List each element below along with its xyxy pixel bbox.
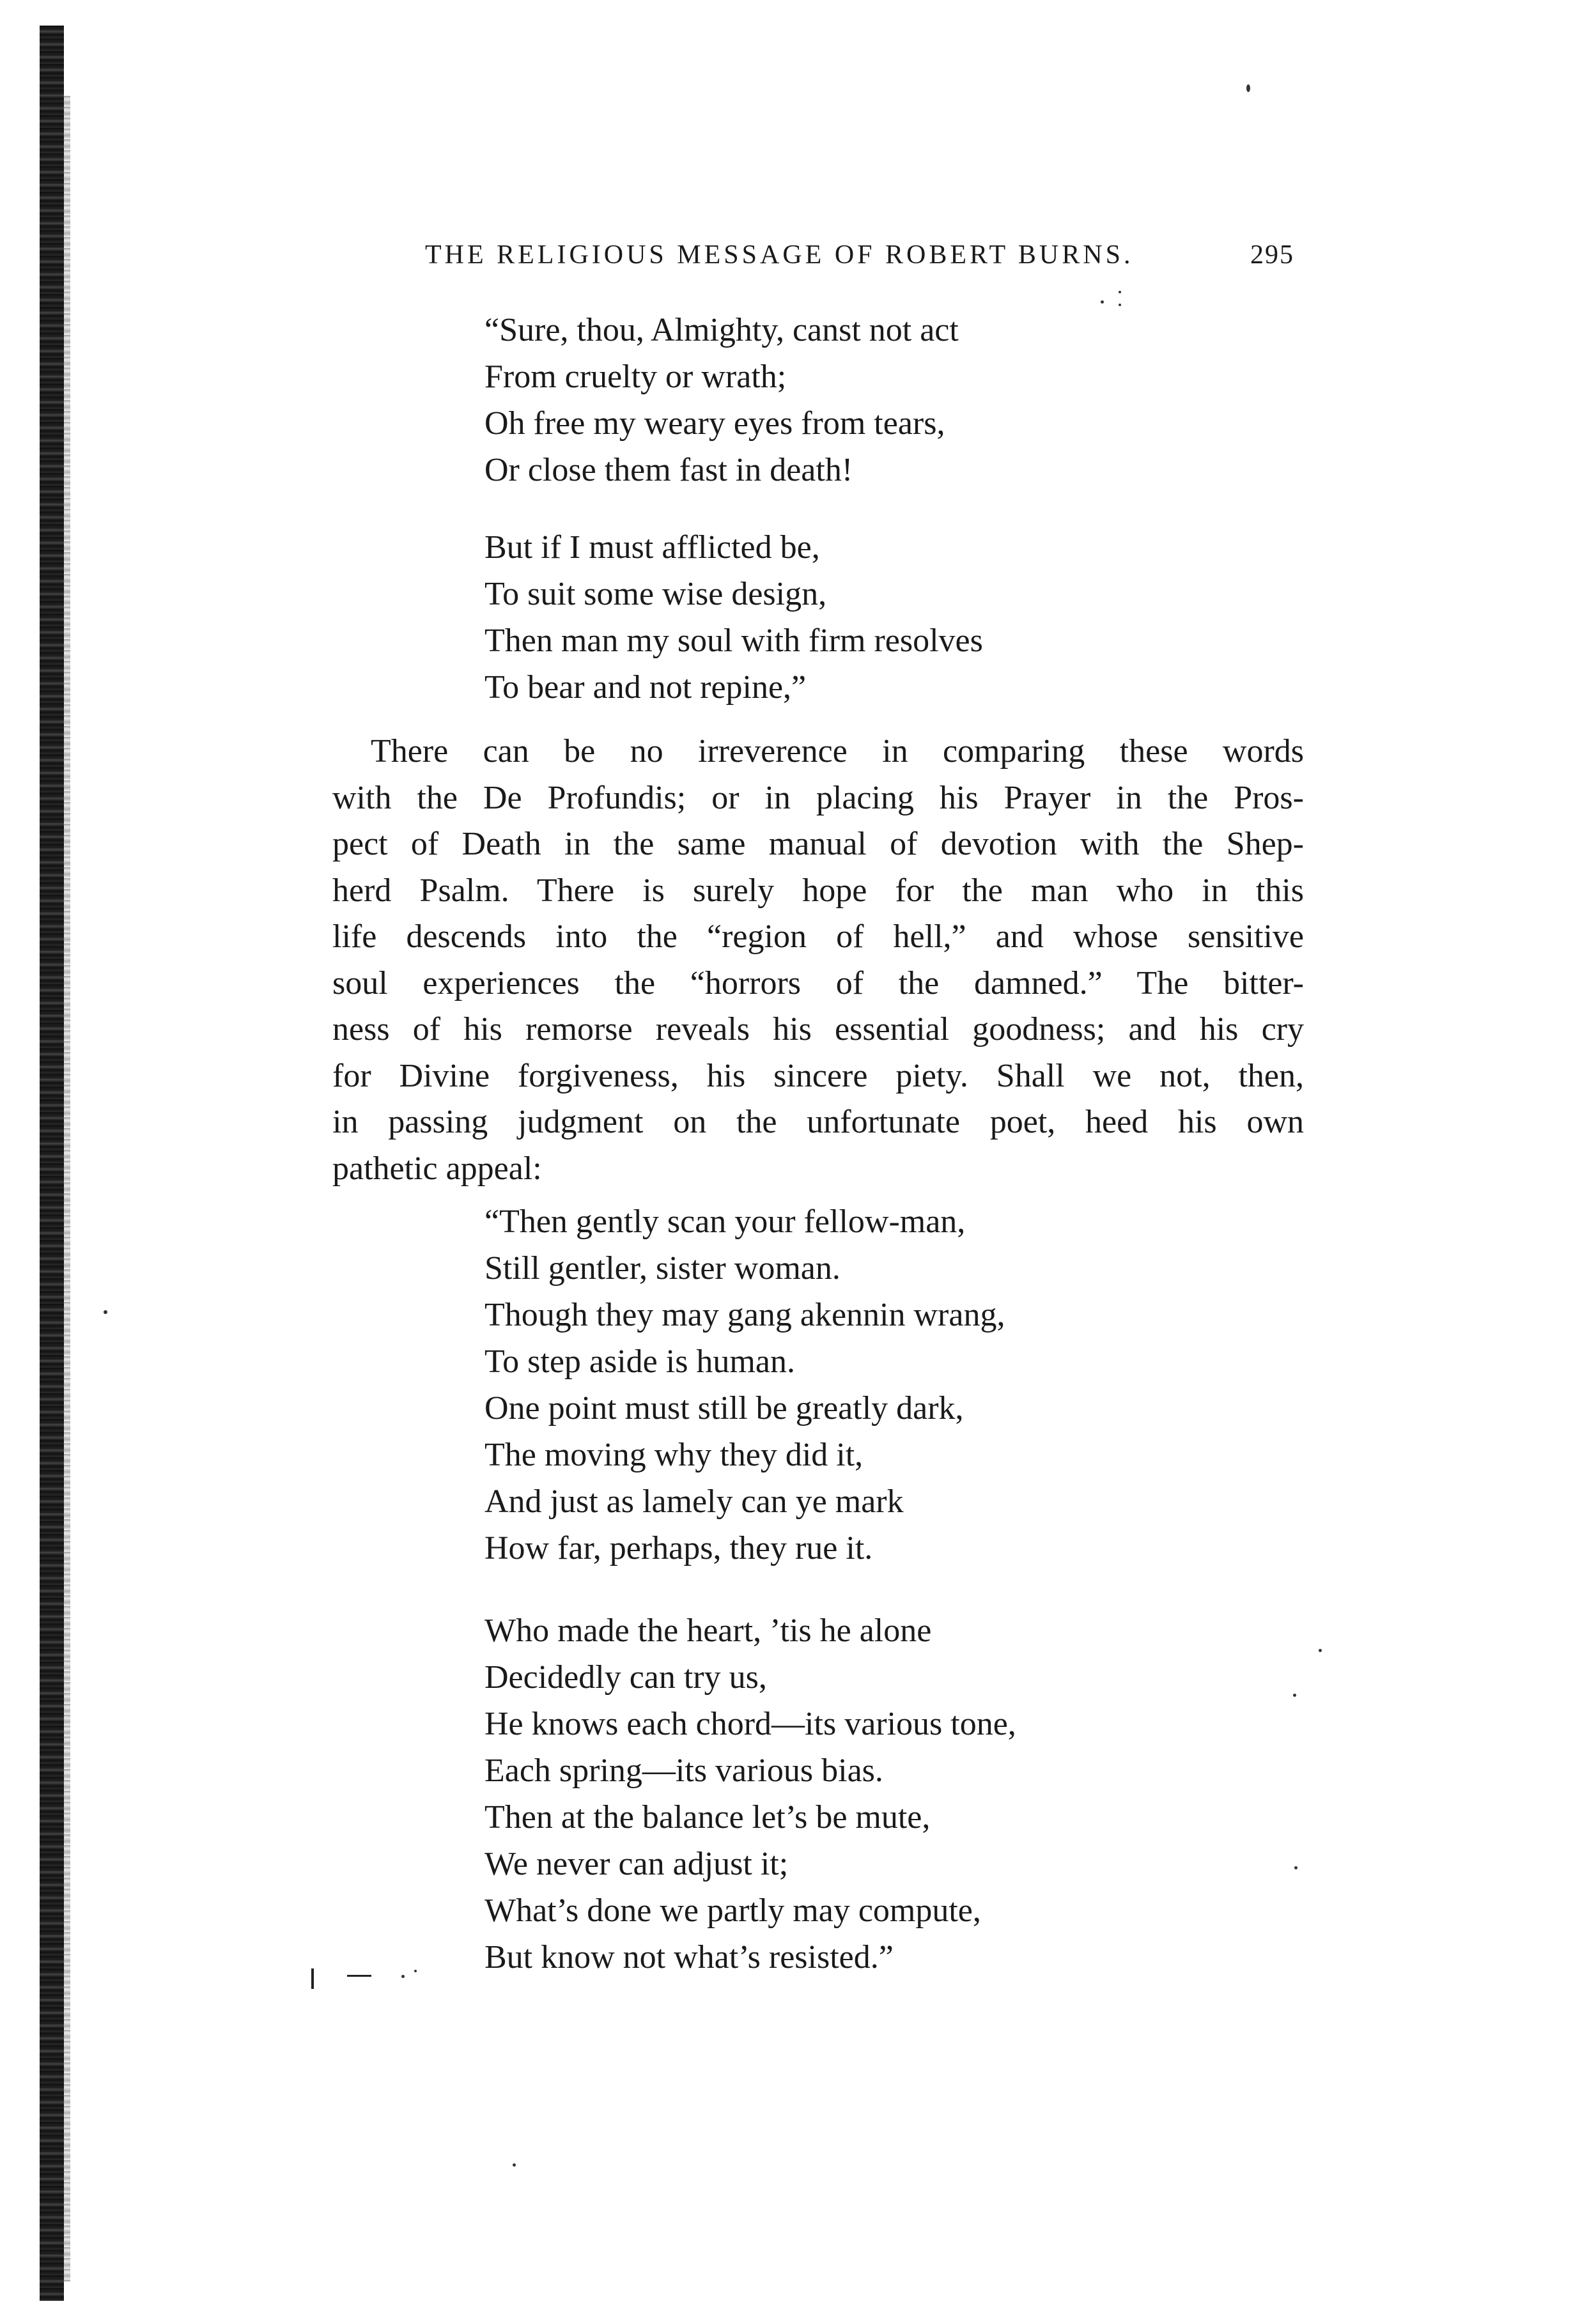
scan-speck [1119, 291, 1121, 293]
scan-speck [513, 2163, 516, 2167]
paragraph-line: There can be no irreverence in comparing these words [371, 733, 1304, 769]
verse-line: Then man my soul with firm resolves [484, 622, 983, 659]
scan-speck [1246, 84, 1250, 92]
paragraph-line: pathetic appeal: [332, 1150, 542, 1187]
scan-speck [1119, 304, 1121, 306]
verse-line: From cruelty or wrath; [484, 359, 787, 395]
paragraph-line: pect of Death in the same manual of devotion with the Shep- [332, 826, 1304, 862]
verse-line: “Then gently scan your fellow-man, [484, 1203, 966, 1240]
prose-paragraph [332, 729, 1304, 1192]
scan-mark [347, 1975, 371, 1977]
verse-line: And just as lamely can ye mark [484, 1483, 904, 1520]
verse-line: But know not what’s resisted.” [484, 1939, 894, 1975]
verse-line: To bear and not repine,” [484, 669, 807, 706]
paragraph-line: life descends into the “region of hell,” and whose sensitive [332, 918, 1304, 955]
verse-line: What’s done we partly may compute, [484, 1892, 981, 1929]
scan-speck [414, 1970, 417, 1972]
scan-speck [1294, 1866, 1298, 1869]
paragraph-line: soul experiences the “horrors of the damned.” The bitter- [332, 964, 1304, 1001]
verse-stanza-1 [484, 307, 959, 493]
verse-line: One point must still be greatly dark, [484, 1390, 964, 1426]
paragraph-line: with the De Profundis; or in placing his Prayer in the Pros- [332, 779, 1304, 816]
scan-speck [401, 1975, 405, 1978]
verse-line: He knows each chord—its various tone, [484, 1706, 1016, 1742]
verse-line: We never can adjust it; [484, 1846, 789, 1882]
scan-speck [1319, 1649, 1322, 1652]
verse-line: Who made the heart, ’tis he alone [484, 1612, 932, 1649]
page-number: 295 [1250, 240, 1294, 270]
verse-line: To step aside is human. [484, 1343, 795, 1380]
paragraph-line: for Divine forgiveness, his sincere piety. Shall we not, then, [332, 1057, 1304, 1094]
verse-line: But if I must afflicted be, [484, 529, 820, 566]
verse-stanza-4 [484, 1607, 1016, 1981]
page-edge-shadow [64, 96, 70, 2282]
running-header [425, 240, 1294, 278]
running-header-title: THE RELIGIOUS MESSAGE OF ROBERT BURNS. [425, 240, 1134, 270]
scan-mark [311, 1968, 314, 1989]
scan-speck [1293, 1694, 1296, 1697]
book-binding-edge [40, 26, 64, 2301]
verse-line: Then at the balance let’s be mute, [484, 1799, 931, 1836]
verse-line: Oh free my weary eyes from tears, [484, 405, 945, 442]
verse-line: “Sure, thou, Almighty, canst not act [484, 312, 959, 348]
verse-line: How far, perhaps, they rue it. [484, 1530, 873, 1566]
scan-speck [104, 1310, 107, 1314]
verse-stanza-2 [484, 524, 983, 711]
verse-stanza-3 [484, 1198, 1005, 1572]
verse-line: Or close them fast in death! [484, 452, 853, 488]
paragraph-line: herd Psalm. There is surely hope for the man who in this [332, 872, 1304, 909]
verse-line: The moving why they did it, [484, 1437, 864, 1473]
scan-speck [1101, 300, 1104, 304]
verse-line: Still gentler, sister woman. [484, 1250, 841, 1287]
verse-line: Each spring—its various bias. [484, 1752, 883, 1789]
verse-line: Though they may gang akennin wrang, [484, 1297, 1005, 1333]
verse-line: To suit some wise design, [484, 576, 827, 612]
verse-line: Decidedly can try us, [484, 1659, 767, 1696]
paragraph-line: in passing judgment on the unfortunate poet, heed his own [332, 1104, 1304, 1140]
paragraph-line: ness of his remorse reveals his essential goodness; and his cry [332, 1011, 1304, 1048]
